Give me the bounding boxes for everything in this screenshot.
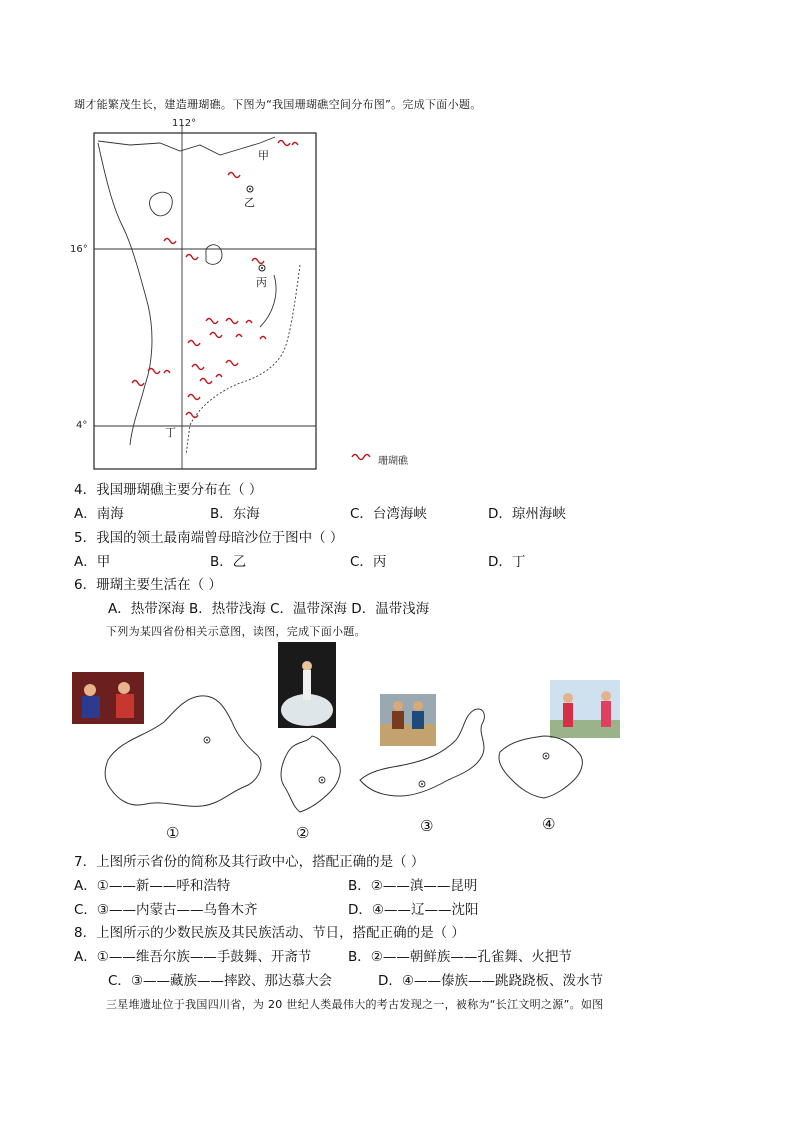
q7-option-a: A．①——新——呼和浩特 bbox=[74, 878, 231, 894]
photo-uyghur-dance bbox=[72, 672, 144, 724]
legend-label: 珊瑚礁 bbox=[378, 456, 408, 467]
q8-option-c: C．③——藏族——摔跤、那达慕大会 bbox=[108, 973, 333, 989]
photo-wrestling bbox=[380, 694, 436, 746]
province-figure bbox=[60, 640, 620, 850]
photo-seesaw bbox=[550, 680, 620, 738]
photo-peacock-dance bbox=[278, 642, 336, 728]
q4-option-d: D．琼州海峡 bbox=[488, 506, 566, 522]
q5-option-d: D．丁 bbox=[488, 554, 526, 570]
lat-16-label: 16° bbox=[70, 244, 88, 255]
coral-reef-map bbox=[60, 115, 420, 475]
province-label-1: ① bbox=[166, 824, 180, 842]
intro-text-3: 三星堆遗址位于我国四川省，为 20 世纪人类最伟大的考古发现之一，被称为“长江文明之源”。如图 bbox=[106, 998, 604, 1011]
q7-option-c: C．③——内蒙古——乌鲁木齐 bbox=[74, 902, 258, 918]
province-label-3: ③ bbox=[420, 817, 434, 835]
intro-text-1: 瑚才能繁茂生长，建造珊瑚礁。下图为“我国珊瑚礁空间分布图”。完成下面小题。 bbox=[74, 98, 482, 111]
q5-option-a: A．甲 bbox=[74, 554, 111, 570]
q6-stem: 6．珊瑚主要生活在（ ） bbox=[74, 577, 222, 593]
lat-4-label: 4° bbox=[76, 420, 88, 431]
q7-stem: 7．上图所示省份的简称及其行政中心，搭配正确的是（ ） bbox=[74, 854, 425, 870]
q4-stem: 4．我国珊瑚礁主要分布在（ ） bbox=[74, 482, 263, 498]
place-jia: 甲 bbox=[258, 149, 269, 162]
place-ding: 丁 bbox=[165, 426, 176, 439]
q7-option-b: B．②——滇——昆明 bbox=[348, 878, 478, 894]
q6-options: A．热带深海 B．热带浅海 C．温带深海 D．温带浅海 bbox=[108, 601, 430, 617]
q8-option-d: D．④——傣族——跳跷跷板、泼水节 bbox=[378, 973, 603, 989]
lon-112-label: 112° bbox=[172, 118, 197, 129]
place-yi: 乙 bbox=[244, 196, 255, 209]
q7-option-d: D．④——辽——沈阳 bbox=[348, 902, 479, 918]
province-label-4: ④ bbox=[542, 815, 556, 833]
province-label-2: ② bbox=[296, 824, 310, 842]
q4-option-a: A．南海 bbox=[74, 506, 124, 522]
q8-option-b: B．②——朝鲜族——孔雀舞、火把节 bbox=[348, 949, 572, 965]
q8-stem: 8．上图所示的少数民族及其民族活动、节日，搭配正确的是（ ） bbox=[74, 925, 465, 941]
q4-option-b: B．东海 bbox=[210, 506, 260, 522]
q5-stem: 5．我国的领土最南端曾母暗沙位于图中（ ） bbox=[74, 530, 344, 546]
intro-text-2: 下列为某四省份相关示意图，读图，完成下面小题。 bbox=[106, 625, 366, 638]
q5-option-b: B．乙 bbox=[210, 554, 247, 570]
place-bing: 丙 bbox=[256, 276, 267, 289]
q8-option-a: A．①——维吾尔族——手鼓舞、开斋节 bbox=[74, 949, 312, 965]
q4-option-c: C．台湾海峡 bbox=[350, 506, 427, 522]
q5-option-c: C．丙 bbox=[350, 554, 387, 570]
